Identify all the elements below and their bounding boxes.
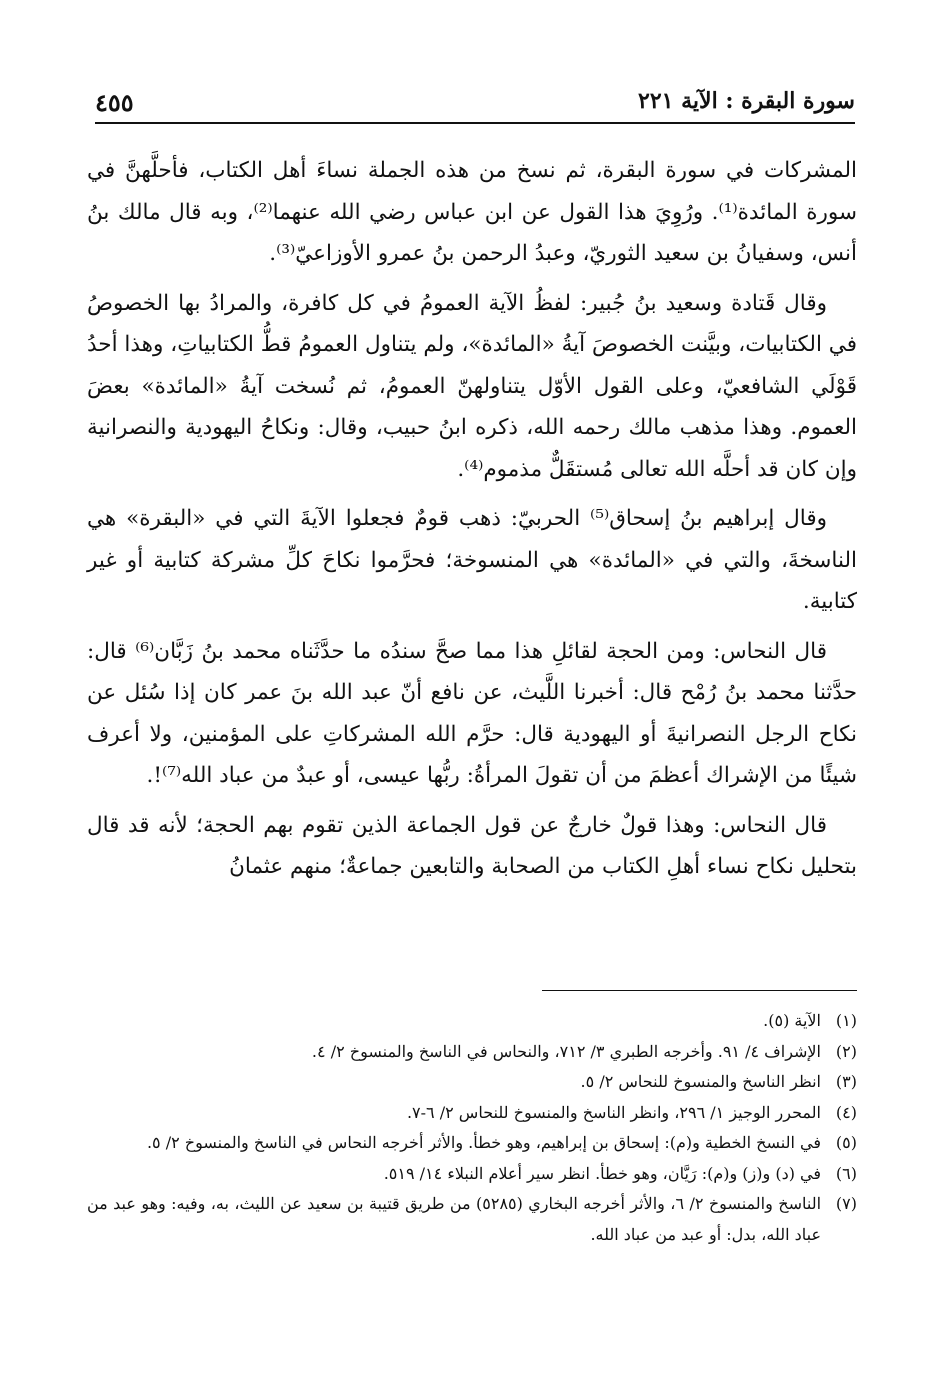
footnote-number: (٣) [835, 1072, 857, 1091]
footnote-text: الإشراف ٤/ ٩١. وأخرجه الطبري ٣/ ٧١٢، والنحاس في الناسخ والمنسوخ ٢/ ٤. [311, 1041, 821, 1061]
footnote-number: (٢) [835, 1041, 857, 1061]
paragraph-1: المشركات في سورة البقرة، ثم نسخ من هذه الجملة نساءَ أهل الكتاب، فأحلَّهنَّ في سورة المائدة⁽¹⁾. ورُوِيَ هذا القول عن ابن عباس رضي الله عنهما⁽²⁾، وبه قال مالك بنُ أنس، وسفيانُ بن سعيد الثوريّ، وعبدُ الرحمن بنُ عمرو الأوزاعيّ⁽³⁾. [87, 158, 858, 266]
footnote-1 [87, 1006, 857, 1037]
footnote-number: (٤) [835, 1102, 857, 1122]
paragraph-2: وقال قَتادة وسعيد بنُ جُبير: لفظُ الآية العمومُ في كل كافرة، والمرادُ بها الخصوصُ في الكتابيات، وبيَّنت الخصوصَ آيةُ «المائدة»، ولم يتناول العمومُ قطُّ الكتابياتِ، وهذا أحدُ قَوْلَي الشافعيّ، وعلى القول الأوّل يتناولهنّ العمومُ، ثم نُسخت آيةُ «المائدة» بعضَ العموم. وهذا مذهب مالك رحمه الله، ذكره ابنُ حبيب، وقال: ونكاحُ اليهودية والنصرانية وإن كان قد أحلَّه الله تعالى مُستقَلٌّ مذموم⁽⁴⁾. [87, 290, 857, 482]
footnote-text: المحرر الوجيز ١/ ٢٩٦، وانظر الناسخ والمنسوخ للنحاس ٢/ ٦-٧. [406, 1102, 821, 1122]
page-header [95, 86, 855, 124]
footnote-divider [542, 990, 857, 991]
footnotes [87, 1006, 857, 1250]
footnote-text: في النسخ الخطية و(م): إسحاق بن إبراهيم، وهو خطأ. والأثر أخرجه النحاس في الناسخ والمنسوخ ٢/ ٥. [146, 1133, 821, 1152]
paragraph-3: وقال إبراهيم بنُ إسحاق⁽⁵⁾ الحربيّ: ذهب قومٌ فجعلوا الآيةَ التي في «البقرة» هي الناسخةَ، والتي في «المائدة» هي المنسوخة؛ فحرَّموا نكاحَ كلِّ مشركة كتابية أو غير كتابية. [87, 506, 857, 614]
footnote-number: (٧) [835, 1194, 857, 1213]
footnote-7 [87, 1189, 857, 1250]
footnote-5 [87, 1128, 857, 1159]
footnote-number: (٦) [835, 1163, 857, 1183]
running-title: سورة البقرة : الآية ٢٢١ [638, 88, 855, 114]
page-number: ٤٥٥ [95, 88, 134, 117]
footnote-6 [87, 1159, 857, 1190]
footnote-number: (٥) [835, 1133, 857, 1152]
footnote-text: انظر الناسخ والمنسوخ للنحاس ٢/ ٥. [580, 1072, 821, 1091]
footnote-3 [87, 1067, 857, 1098]
footnote-4 [87, 1098, 857, 1129]
footnote-number: (١) [835, 1011, 857, 1030]
footnote-2 [87, 1037, 857, 1068]
footnote-text: الآية (٥). [763, 1011, 821, 1030]
paragraph-5: قال النحاس: وهذا قولٌ خارجٌ عن قول الجماعة الذين تقوم بهم الحجة؛ لأنه قد قال بتحليل نكاح نساء أهلِ الكتاب من الصحابة والتابعين جماعةٌ؛ منهم عثمانُ [87, 812, 857, 879]
paragraph-4: قال النحاس: ومن الحجة لقائلِ هذا مما صحَّ سندُه ما حدَّثَناه محمد بنُ زَبَّان⁽⁶⁾ قال: حدَّثنا محمد بنُ رُمْح قال: أخبرنا اللَّيث، عن نافع أنّ عبد الله بنَ عمر كان إذا سُئل عن نكاح الرجل النصرانيةَ أو اليهودية قال: حرَّم الله المشركاتِ على المؤمنين، ولا أعرف شيئًا من الإشراك أعظمَ من أن تقولَ المرأةُ: ربُّها عيسى، أو عبدٌ من عباد الله⁽⁷⁾!. [87, 638, 857, 788]
footnote-text: في (د) و(ز) و(م): رَيَّان، وهو خطأ. انظر سير أعلام النبلاء ١٤/ ٥١٩. [383, 1163, 821, 1183]
main-text [87, 150, 857, 896]
footnote-text: الناسخ والمنسوخ ٢/ ٦، والأثر أخرجه البخاري (٥٢٨٥) من طريق قتيبة بن سعيد عن الليث، به، وفيه: وهو عبد من عباد الله، بدل: أو عبد من عباد الله. [87, 1194, 822, 1244]
